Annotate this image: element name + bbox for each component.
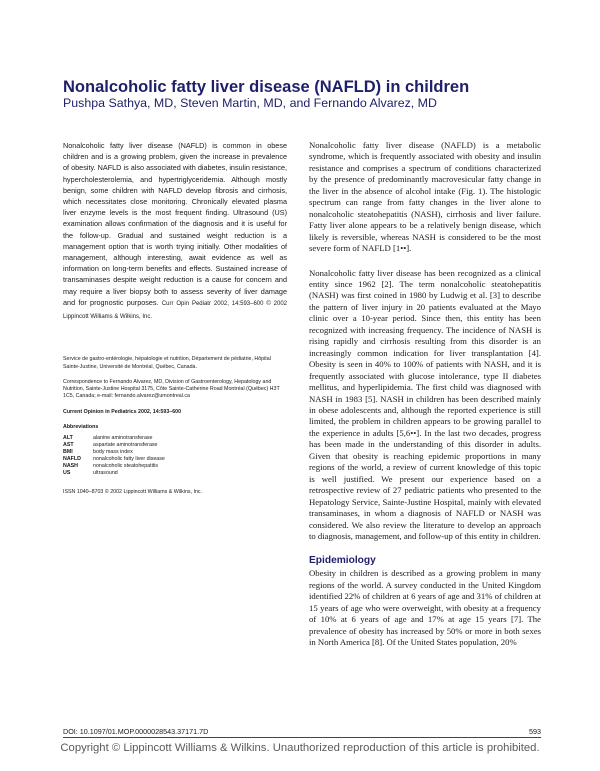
correspondence-address: Correspondence to Fernando Alvarez, MD, Division of Gastroenterology, Hepatology and Nutrition, Sainte-Justine Hospital 3175, Côte Sainte-Catherine Road Montréal (Québec) H3T 1C5, Canada; e-mail: fernando.alvarez@umontreal.ca bbox=[63, 378, 280, 400]
journal-reference: Current Opinion in Pediatrics 2002, 14:593–600 bbox=[63, 408, 182, 415]
abbreviation-meaning: body mass index bbox=[93, 449, 133, 456]
abbreviation-row bbox=[63, 442, 165, 449]
left-column bbox=[63, 140, 287, 497]
footer-rule bbox=[63, 737, 541, 738]
article-title: Nonalcoholic fatty liver disease (NAFLD) in children bbox=[63, 78, 470, 96]
author-affiliation: Service de gastro-entérologie, hépatologie et nutrition, Département de pédiatrie, Hôpital Sainte-Justine, Université de Montréal, Québec, Canada. bbox=[63, 356, 271, 370]
section-heading: Epidemiology bbox=[309, 555, 376, 567]
abstract bbox=[63, 140, 287, 323]
right-column bbox=[309, 140, 541, 649]
abbreviation-term: NASH bbox=[63, 463, 79, 470]
abbreviation-meaning: alanine aminotransferase bbox=[93, 435, 153, 442]
abbreviation-row bbox=[63, 449, 165, 456]
abbreviation-term: NAFLD bbox=[63, 456, 81, 463]
abbreviation-meaning: nonalcoholic steatohepatitis bbox=[93, 463, 159, 470]
abbreviation-meaning: ultrasound bbox=[93, 470, 118, 477]
issn-line: ISSN 1040–8703 © 2002 Lippincott Williams & Wilkins, Inc. bbox=[63, 489, 203, 496]
abbreviation-term: BMI bbox=[63, 449, 73, 456]
abbreviation-meaning: aspartate aminotransferase bbox=[93, 442, 158, 449]
page-number: 593 bbox=[529, 727, 541, 736]
abbreviation-term: AST bbox=[63, 442, 74, 449]
abbreviation-row bbox=[63, 470, 165, 477]
abbreviation-term: ALT bbox=[63, 435, 73, 442]
abbreviations-table bbox=[63, 435, 165, 477]
abbreviation-row bbox=[63, 456, 165, 463]
abbreviation-meaning: nonalcoholic fatty liver disease bbox=[93, 456, 165, 463]
doi-line: DOI: 10.1097/01.MOP.0000028543.37171.7D bbox=[63, 727, 209, 736]
body-paragraph: Nonalcoholic fatty liver disease (NAFLD) is a metabolic syndrome, which is frequently associated with obesity and insulin resistance and comprises a spectrum of conditions characterized by the presence of predominantly macrovesicular fatty change in the liver in the absence of alcohol intake (Fig. 1). The histologic spectrum can range from fatty changes in the liver alone to nonalcoholic steatohepatitis (NASH), cirrhosis and liver failure. Fatty liver alone appears to be a relatively benign disease, which likely is reversible, whereas NASH is considered to be the most severe form of NAFLD [1••]. bbox=[309, 140, 541, 254]
abstract-text: Nonalcoholic fatty liver disease (NAFLD) is common in obese children and is a growing problem, given the increase in prevalence of obesity. NAFLD is also associated with diabetes, insulin resistance, hypercholesterolemia, and hypertriglyceridemia. Although mostly benign, some children with NAFLD develop fibrosis and cirrhosis, which necessitates close monitoring. Chronically elevated plasma liver enzyme levels is the most frequent finding. Ultrasound (US) examination allows confirmation of the diagnosis and it is useful for the follow-up. Gradual and sustained weight reduction is a management option that is worth trying initially. Other modalities of management, although interesting, await evidence as well as information on long-term benefits and effects. Sustained increase of transaminases despite weight reduction is a cause for concern and may require a liver biopsy both to assess severity of liver damage and for prognostic purposes. bbox=[63, 141, 287, 307]
abstract-citation: Curr Opin Pediatr 2002, 14:593–600 © 2002 Lippincott Williams & Wilkins, Inc. bbox=[63, 300, 288, 321]
abbreviation-row bbox=[63, 435, 165, 442]
body-paragraph: Nonalcoholic fatty liver disease has been recognized as a clinical entity since 1962 [2]. The term nonalcoholic steatohepatitis (NASH) was first coined in 1980 by Ludwig et al. [3] to describe the pattern of liver injury in 20 patients evaluated at the Mayo clinic over a 10-year period. Since then, this entity has been recognized with increasing frequency. The incidence of NASH is rising rapidly and cirrhosis resulting from this disorder is an increasingly common indication for liver transplantation [4]. Obesity is seen in 40% to 100% of patients with NASH, and it is frequently associated with glucose intolerance, type II diabetes mellitus, and hyperlipidemia. The first child was diagnosed with NASH in 1983 [5]. NASH in children has been described mainly in obese adolescents and, although the reported experience is still limited, the problem in children appears to be growing parallel to the experience in adults [5,6••]. In the last two decades, progress has been made in the understanding of this disorder in adults. Given that obesity is reaching epidemic proportions in many regions of the world, a review of current knowledge of this topic is well justified. We present our experience based on a retrospective review of 27 pediatric patients who presented to the Hepatology Service, Sainte-Justine Hospital, mainly with elevated transaminases, in whom a diagnosis of NAFLD or NASH was considered. We also review the literature to develop an approach to diagnosis, management, and follow-up of this entity in children. bbox=[309, 267, 541, 541]
abbreviation-row bbox=[63, 463, 165, 470]
copyright-notice: Copyright © Lippincott Williams & Wilkins. Unauthorized reproduction of this article is prohibited. bbox=[60, 742, 540, 754]
body-paragraph: Obesity in children is described as a growing problem in many regions of the world. A survey conducted in the United Kingdom identified 22% of children at 6 years of age and 31% of children at 15 years of age who were overweight, with obesity at a frequency of 10% at 6 years of age and 17% at age 15 years [7]. The prevalence of obesity has increased by 50% or more in both sexes in North America [8]. Of the United States population, 20% bbox=[309, 568, 541, 648]
abbreviations-heading: Abbreviations bbox=[63, 424, 99, 431]
article-authors: Pushpa Sathya, MD, Steven Martin, MD, and Fernando Alvarez, MD bbox=[63, 96, 437, 110]
abbreviation-term: US bbox=[63, 470, 71, 477]
